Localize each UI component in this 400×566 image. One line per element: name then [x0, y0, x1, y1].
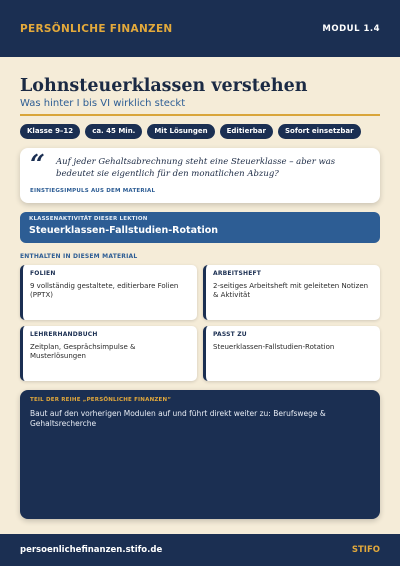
module-number: MODUL 1.4 [322, 23, 380, 34]
tag-grade: Klasse 9–12 [20, 124, 80, 139]
footer-brand: STIFO [351, 545, 380, 555]
content-card-teacher-guide [20, 326, 197, 381]
footer-bar [0, 534, 400, 566]
card-title: PASST ZU [213, 331, 247, 338]
series-label: TEIL DER REIHE „PERSÖNLICHE FINANZEN“ [30, 397, 172, 403]
content-card-workbook [203, 265, 380, 320]
series-panel [20, 390, 380, 519]
title-divider [20, 114, 380, 116]
card-text: 2-seitiges Arbeitsheft mit geleiteten Notizen & Aktivität [213, 282, 369, 299]
page-title: Lohnsteuerklassen verstehen [20, 76, 308, 96]
card-text: Steuerklassen-Fallstudien-Rotation [213, 343, 335, 351]
series-brand: PERSÖNLICHE FINANZEN [20, 22, 173, 35]
card-title: LEHRERHANDBUCH [30, 331, 98, 338]
quote-text: Auf jeder Gehaltsabrechnung steht eine Steuerklasse – aber was bedeutet sie eigentlich für den monatlichen Abzug? [56, 157, 336, 179]
quote-mark-icon: “ [30, 150, 45, 180]
activity-title: Steuerklassen-Fallstudien-Rotation [29, 225, 219, 236]
content-card-slides [20, 265, 197, 320]
activity-label: KLASSENAKTIVITÄT DIESER LEKTION [29, 216, 148, 222]
header-bar [0, 0, 400, 57]
page-subtitle: Was hinter I bis VI wirklich steckt [20, 98, 186, 109]
tag-editable: Editierbar [220, 124, 273, 139]
footer-url-link[interactable]: persoenlichefinanzen.stifo.de [20, 545, 163, 555]
contents-heading: ENTHALTEN IN DIESEM MATERIAL [20, 253, 138, 260]
activity-banner [20, 212, 380, 243]
quote-card [20, 148, 380, 203]
tag-duration: ca. 45 Min. [85, 124, 142, 139]
tag-solutions: Mit Lösungen [147, 124, 214, 139]
card-title: ARBEITSHEFT [213, 270, 262, 277]
card-text: Zeitplan, Gesprächsimpulse & Musterlösungen [30, 343, 136, 360]
tag-list [20, 124, 361, 139]
tag-ready: Sofort einsetzbar [278, 124, 361, 139]
series-text: Baut auf den vorherigen Modulen auf und führt direkt weiter zu: Berufswege & Gehaltsrecherche [30, 409, 326, 428]
content-card-fits-with [203, 326, 380, 381]
card-title: FOLIEN [30, 270, 56, 277]
quote-caption: EINSTIEGSIMPULS AUS DEM MATERIAL [30, 188, 156, 194]
card-text: 9 vollständig gestaltete, editierbare Folien (PPTX) [30, 282, 179, 299]
